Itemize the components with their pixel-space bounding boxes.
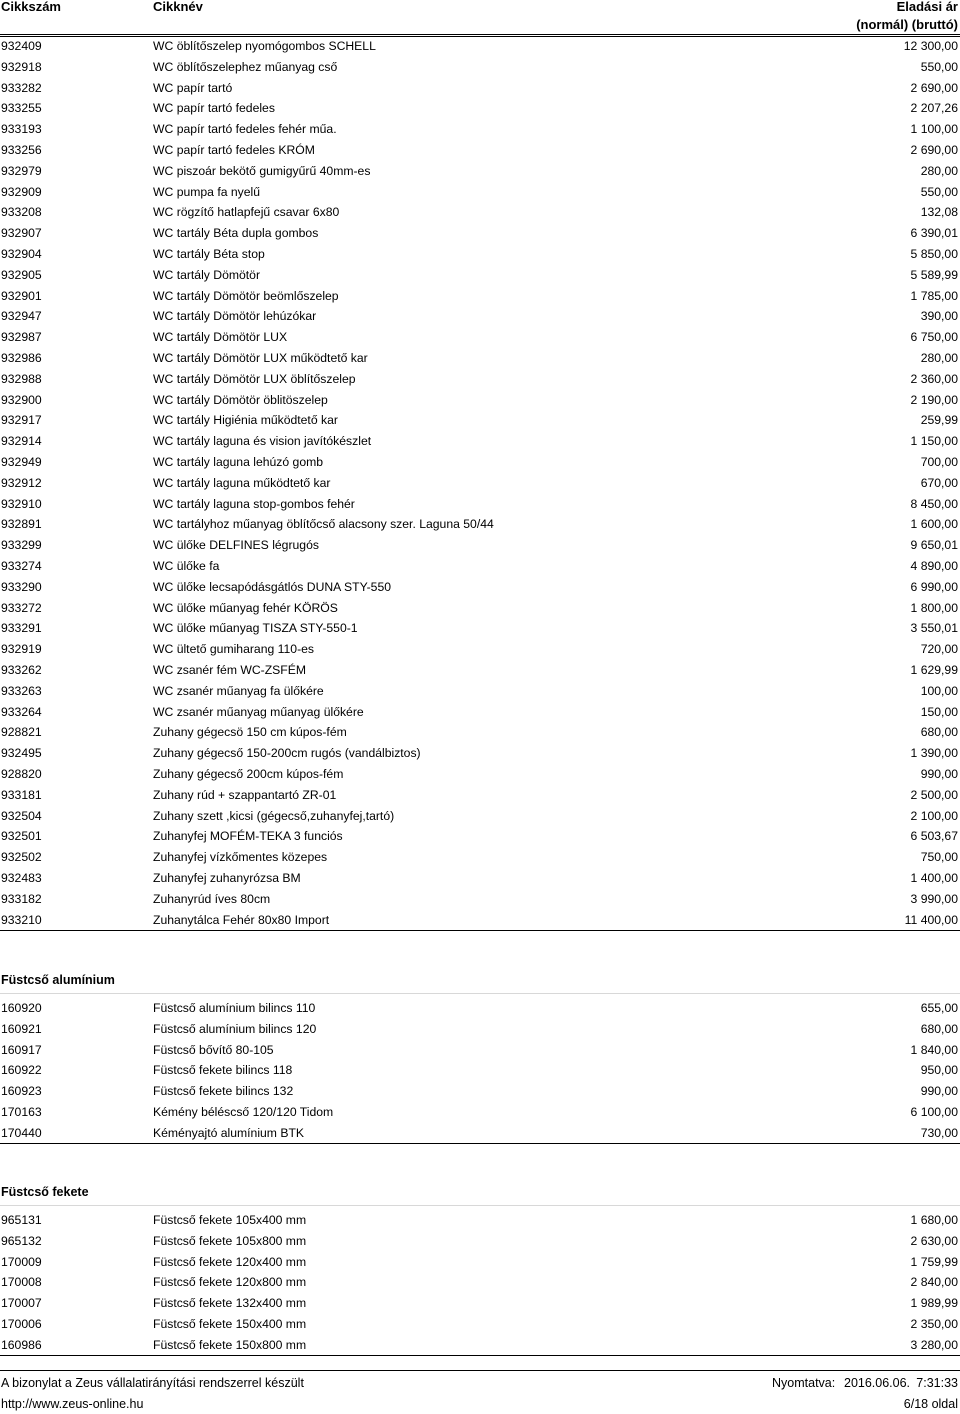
- item-price: 2 840,00: [910, 1275, 958, 1290]
- item-price: 655,00: [920, 1001, 958, 1015]
- item-name: WC tartály laguna működtető kar: [153, 475, 331, 490]
- item-code: 928821: [1, 725, 42, 740]
- item-name: WC tartály laguna lehúzó gomb: [153, 455, 324, 469]
- item-code: 965131: [1, 1213, 42, 1227]
- section-end-rule-fekete: [0, 1355, 960, 1356]
- item-name: WC tartály Dömötör: [153, 267, 260, 282]
- table-row: [0, 223, 960, 244]
- footer-print-label: Nyomtatva:: [772, 1376, 836, 1390]
- item-name: WC tartály laguna stop-gombos fehér: [153, 496, 355, 511]
- item-code: 932988: [1, 371, 42, 386]
- item-name: Füstcső fekete 105x400 mm: [153, 1213, 307, 1227]
- table-row: [0, 660, 960, 681]
- item-name: Zuhany gégecső 200cm kúpos-fém: [153, 767, 344, 781]
- item-name: WC tartály Higiénia működtető kar: [153, 413, 338, 428]
- item-price: 730,00: [920, 1125, 958, 1140]
- item-price: 1 390,00: [910, 746, 958, 761]
- item-code: 932502: [1, 850, 42, 865]
- table-row: [0, 1272, 960, 1293]
- item-price: 2 360,00: [910, 371, 958, 386]
- item-code: 933263: [1, 683, 42, 698]
- item-price: 670,00: [920, 475, 958, 490]
- section-title-fekete: Füstcső fekete: [1, 1185, 89, 1199]
- item-code: 933262: [1, 663, 42, 677]
- table-row: [0, 702, 960, 723]
- item-name: Zuhany szett ,kicsi (gégecső,zuhanyfej,tartó): [153, 808, 395, 823]
- table-row: [0, 98, 960, 119]
- item-name: Füstcső alumínium bilincs 120: [153, 1021, 317, 1036]
- item-price: 1 600,00: [910, 517, 958, 532]
- item-code: 933210: [1, 912, 42, 927]
- item-name: WC ültető gumiharang 110-es: [153, 642, 315, 657]
- table-row: [0, 681, 960, 702]
- item-code: 932901: [1, 288, 42, 303]
- item-code: 933208: [1, 205, 42, 220]
- table-row: [0, 743, 960, 764]
- table-row: [0, 556, 960, 577]
- section-rule-alu: [0, 993, 960, 994]
- footer-print-date: 2016.06.06.: [844, 1376, 911, 1390]
- section-rule-fekete: [0, 1205, 960, 1206]
- table-row: [0, 618, 960, 639]
- item-name: Füstcső fekete 132x400 mm: [153, 1296, 307, 1311]
- column-header-name: Cikknév: [153, 0, 203, 14]
- footer-url-link[interactable]: http://www.zeus-online.hu: [1, 1397, 144, 1411]
- item-code: 932501: [1, 829, 42, 844]
- item-name: Zuhany gégecső 150-200cm rugós (vandálbiztos): [153, 746, 421, 761]
- item-price: 1 680,00: [910, 1213, 958, 1227]
- item-code: 160921: [1, 1021, 42, 1036]
- item-code: 160920: [1, 1001, 42, 1015]
- footer-print-time: 7:31:33: [916, 1376, 958, 1390]
- item-code: 170440: [1, 1125, 42, 1140]
- item-name: WC tartály Dömötör lehúzókar: [153, 309, 317, 324]
- item-price: 390,00: [920, 309, 958, 324]
- item-price: 550,00: [920, 184, 958, 199]
- table-row: [0, 722, 960, 743]
- item-name: WC papír tartó fedeles KRÓM: [153, 143, 315, 157]
- item-name: WC tartály Dömötör LUX működtető kar: [153, 351, 368, 365]
- table-row: [0, 1210, 960, 1231]
- item-price: 750,00: [920, 850, 958, 865]
- item-code: 932910: [1, 496, 42, 511]
- table-row: [0, 431, 960, 452]
- table-row: [0, 1019, 960, 1040]
- item-code: 933256: [1, 143, 42, 157]
- item-code: 928820: [1, 767, 42, 781]
- item-name: Füstcső bővítő 80-105: [153, 1042, 274, 1057]
- table-end-rule: [0, 930, 960, 931]
- item-name: WC tartály Dömötör LUX öblítőszelep: [153, 371, 356, 386]
- item-price: 1 629,99: [910, 663, 958, 677]
- item-name: WC pumpa fa nyelű: [153, 184, 261, 199]
- item-name: WC tartályhoz műanyag öblítőcső alacsony szer. Laguna 50/44: [153, 517, 494, 532]
- item-price: 2 690,00: [910, 80, 958, 95]
- item-code: 933290: [1, 579, 42, 594]
- item-code: 932949: [1, 455, 42, 469]
- item-code: 933274: [1, 559, 42, 573]
- table-row: [0, 161, 960, 182]
- table-row: [0, 1102, 960, 1123]
- table-row: [0, 535, 960, 556]
- item-price: 950,00: [920, 1063, 958, 1078]
- item-name: Zuhany gégecsö 150 cm kúpos-fém: [153, 725, 347, 740]
- item-price: 2 207,26: [910, 101, 958, 116]
- table-row: [0, 286, 960, 307]
- item-name: Zuhanyfej zuhanyrózsa BM: [153, 871, 301, 885]
- item-price: 1 989,99: [910, 1296, 958, 1311]
- item-code: 932495: [1, 746, 42, 761]
- item-price: 2 100,00: [910, 808, 958, 823]
- footer-page-number: 6/18 oldal: [903, 1397, 958, 1411]
- item-price: 2 190,00: [910, 392, 958, 407]
- item-price: 550,00: [920, 59, 958, 74]
- item-price: 1 785,00: [910, 288, 958, 303]
- table-row: [0, 140, 960, 161]
- item-name: Zuhanyrúd íves 80cm: [153, 891, 271, 906]
- table-row: [0, 577, 960, 598]
- item-price: 6 990,00: [910, 579, 958, 594]
- column-header-code: Cikkszám: [1, 0, 61, 14]
- table-row: [0, 410, 960, 431]
- item-code: 932919: [1, 642, 42, 657]
- item-code: 932987: [1, 330, 42, 345]
- item-price: 1 759,99: [910, 1254, 958, 1269]
- table-row: [0, 764, 960, 785]
- item-name: WC ülőke műanyag TISZA STY-550-1: [153, 621, 358, 636]
- item-price: 1 840,00: [910, 1042, 958, 1057]
- table-row: [0, 1081, 960, 1102]
- table-row: [0, 36, 960, 57]
- item-code: 933181: [1, 787, 42, 802]
- item-code: 932918: [1, 59, 42, 74]
- table-row: [0, 265, 960, 286]
- item-price: 280,00: [920, 351, 958, 365]
- item-name: WC öblítőszelep nyomógombos SCHELL: [153, 39, 376, 53]
- item-name: Füstcső fekete bilincs 118: [153, 1063, 293, 1078]
- item-name: WC ülőke lecsapódásgátlós DUNA STY-550: [153, 579, 391, 594]
- item-name: Kéményajtó alumínium BTK: [153, 1125, 305, 1140]
- table-row: [0, 473, 960, 494]
- item-price: 1 100,00: [910, 122, 958, 137]
- table-row: [0, 327, 960, 348]
- item-price: 2 690,00: [910, 143, 958, 157]
- table-row: [0, 868, 960, 889]
- table-row: [0, 348, 960, 369]
- table-row: [0, 119, 960, 140]
- item-price: 680,00: [920, 1021, 958, 1036]
- item-price: 12 300,00: [903, 39, 958, 53]
- item-code: 932409: [1, 39, 42, 53]
- item-name: Füstcső fekete 150x400 mm: [153, 1317, 307, 1331]
- item-name: Zuhanytálca Fehér 80x80 Import: [153, 912, 330, 927]
- table-row: [0, 1231, 960, 1252]
- item-price: 11 400,00: [904, 912, 958, 927]
- table-row: [0, 182, 960, 203]
- table-row: [0, 57, 960, 78]
- item-code: 170006: [1, 1317, 42, 1331]
- item-code: 932504: [1, 808, 42, 823]
- item-code: 933264: [1, 704, 42, 719]
- item-name: Füstcső fekete 120x400 mm: [153, 1254, 307, 1269]
- item-price: 680,00: [920, 725, 958, 740]
- item-name: WC piszoár bekötő gumigyűrű 40mm-es: [153, 163, 371, 178]
- item-code: 160923: [1, 1084, 42, 1099]
- item-name: Füstcső fekete 150x800 mm: [153, 1337, 307, 1352]
- item-code: 170007: [1, 1296, 42, 1311]
- table-row: [0, 598, 960, 619]
- item-price: 2 630,00: [910, 1233, 958, 1248]
- item-name: WC papír tartó fedeles fehér műa.: [153, 122, 337, 137]
- item-code: 965132: [1, 1233, 42, 1248]
- item-code: 932917: [1, 413, 42, 428]
- item-code: 170009: [1, 1254, 42, 1269]
- item-price: 132,08: [920, 205, 958, 220]
- table-row: [0, 202, 960, 223]
- item-code: 160986: [1, 1337, 42, 1352]
- item-code: 932900: [1, 392, 42, 407]
- item-name: Zuhanyfej vízkőmentes közepes: [153, 850, 328, 865]
- table-row: [0, 910, 960, 931]
- item-name: Füstcső fekete bilincs 132: [153, 1084, 294, 1099]
- item-price: 8 450,00: [910, 496, 958, 511]
- item-name: WC zsanér műanyag fa ülőkére: [153, 683, 324, 698]
- item-name: Zuhany rúd + szappantartó ZR-01: [153, 787, 337, 802]
- item-code: 933299: [1, 538, 42, 553]
- table-row: [0, 826, 960, 847]
- table-row: [0, 1293, 960, 1314]
- table-row: [0, 1335, 960, 1356]
- item-code: 170008: [1, 1275, 42, 1290]
- item-code: 932979: [1, 163, 42, 178]
- item-price: 4 890,00: [910, 559, 958, 573]
- item-code: 932904: [1, 247, 42, 261]
- table-row: [0, 998, 960, 1019]
- item-name: WC tartály Béta dupla gombos: [153, 226, 319, 241]
- column-header-price-sub: (normál) (bruttó): [856, 17, 958, 32]
- item-price: 1 800,00: [910, 600, 958, 615]
- item-price: 9 650,01: [910, 538, 958, 553]
- table-row: [0, 639, 960, 660]
- section-title-alu: Füstcső alumínium: [1, 973, 115, 987]
- item-price: 990,00: [920, 1084, 958, 1099]
- table-row: [0, 806, 960, 827]
- table-row: [0, 390, 960, 411]
- item-name: WC rögzítő hatlapfejű csavar 6x80: [153, 205, 340, 220]
- table-row: [0, 78, 960, 99]
- item-code: 932907: [1, 226, 42, 241]
- item-name: WC ülőke fa: [153, 559, 220, 573]
- item-name: Füstcső fekete 105x800 mm: [153, 1233, 307, 1248]
- column-header-price: Eladási ár: [896, 0, 958, 14]
- table-row: [0, 244, 960, 265]
- item-code: 933291: [1, 621, 42, 636]
- item-name: Kémény béléscső 120/120 Tidom: [153, 1105, 334, 1119]
- item-name: Füstcső alumínium bilincs 110: [153, 1001, 316, 1015]
- item-code: 932891: [1, 517, 42, 532]
- item-name: WC tartály Dömötör LUX: [153, 330, 288, 345]
- item-code: 932947: [1, 309, 42, 324]
- item-name: WC papír tartó fedeles: [153, 101, 275, 116]
- item-price: 3 280,00: [910, 1337, 958, 1352]
- table-row: [0, 1252, 960, 1273]
- footer-generated-by: A bizonylat a Zeus vállalatirányítási rendszerrel készült: [1, 1376, 304, 1390]
- item-code: 932986: [1, 351, 42, 365]
- item-code: 932905: [1, 267, 42, 282]
- footer-rule: [0, 1370, 960, 1371]
- item-code: 933182: [1, 891, 42, 906]
- item-code: 932912: [1, 475, 42, 490]
- item-price: 150,00: [920, 704, 958, 719]
- item-price: 280,00: [920, 163, 958, 178]
- item-name: WC tartály Béta stop: [153, 247, 265, 261]
- table-row: [0, 785, 960, 806]
- table-row: [0, 494, 960, 515]
- item-price: 6 390,01: [910, 226, 958, 241]
- item-price: 990,00: [920, 767, 958, 781]
- item-code: 932914: [1, 434, 42, 449]
- table-row: [0, 1123, 960, 1144]
- table-row: [0, 306, 960, 327]
- item-code: 170163: [1, 1105, 42, 1119]
- table-row: [0, 514, 960, 535]
- table-row: [0, 889, 960, 910]
- item-name: WC ülőke DELFINES légrugós: [153, 538, 319, 553]
- item-price: 5 850,00: [910, 247, 958, 261]
- table-row: [0, 452, 960, 473]
- item-name: WC papír tartó: [153, 80, 233, 95]
- item-name: WC öblítőszelephez műanyag cső: [153, 59, 338, 74]
- item-price: 2 350,00: [910, 1317, 958, 1331]
- item-price: 720,00: [920, 642, 958, 657]
- item-name: WC ülőke műanyag fehér KÖRÖS: [153, 600, 338, 615]
- table-row: [0, 1314, 960, 1335]
- item-code: 160922: [1, 1063, 42, 1078]
- item-name: WC zsanér műanyag műanyag ülőkére: [153, 704, 364, 719]
- item-price: 6 750,00: [910, 330, 958, 345]
- item-price: 700,00: [920, 455, 958, 469]
- item-name: WC tartály Dömötör beömlőszelep: [153, 288, 339, 303]
- item-code: 933272: [1, 600, 42, 615]
- item-price: 6 100,00: [910, 1105, 958, 1119]
- item-price: 6 503,67: [910, 829, 958, 844]
- item-code: 933255: [1, 101, 42, 116]
- table-row: [0, 369, 960, 390]
- item-code: 933193: [1, 122, 42, 137]
- item-name: WC zsanér fém WC-ZSFÉM: [153, 663, 307, 677]
- item-price: 2 500,00: [910, 787, 958, 802]
- item-price: 1 400,00: [910, 871, 958, 885]
- item-price: 5 589,99: [910, 267, 958, 282]
- table-row: [0, 1040, 960, 1061]
- item-name: WC tartály Dömötör öblitöszelep: [153, 392, 328, 407]
- item-name: WC tartály laguna és vision javítókészlet: [153, 434, 372, 449]
- item-code: 933282: [1, 80, 42, 95]
- item-price: 259,99: [920, 413, 958, 428]
- table-row: [0, 847, 960, 868]
- section-end-rule-alu: [0, 1143, 960, 1144]
- item-price: 1 150,00: [910, 434, 958, 449]
- item-name: Füstcső fekete 120x800 mm: [153, 1275, 307, 1290]
- item-code: 932909: [1, 184, 42, 199]
- table-row: [0, 1060, 960, 1081]
- item-name: Zuhanyfej MOFÉM-TEKA 3 funciós: [153, 829, 343, 844]
- item-code: 932483: [1, 871, 42, 885]
- item-price: 3 990,00: [910, 891, 958, 906]
- item-price: 3 550,01: [910, 621, 958, 636]
- item-price: 100,00: [920, 683, 958, 698]
- item-code: 160917: [1, 1042, 42, 1057]
